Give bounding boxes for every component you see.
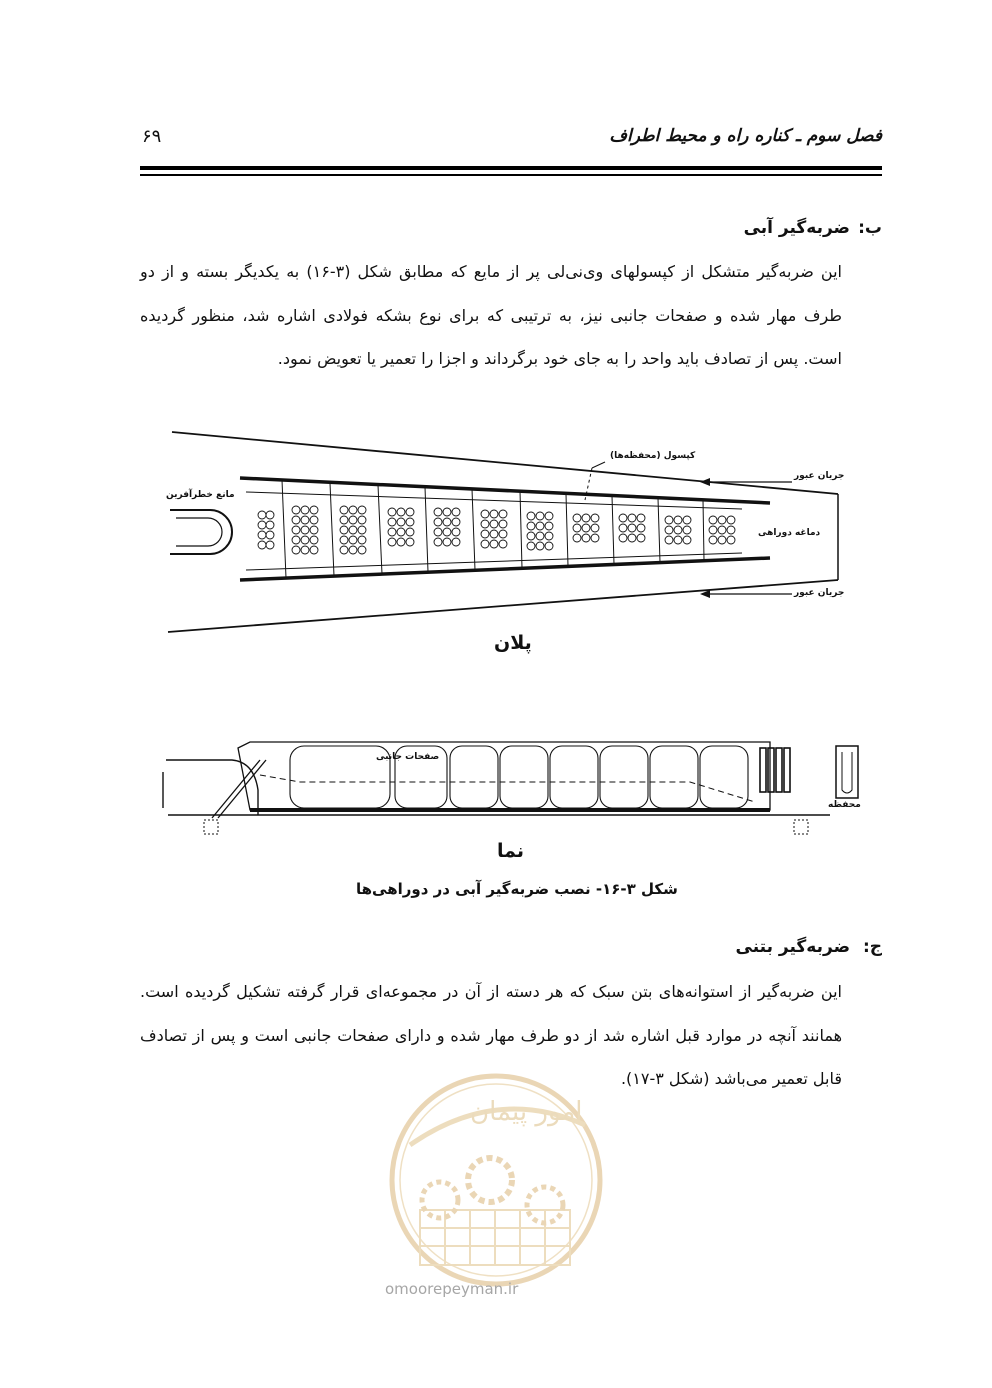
cushion-profile xyxy=(238,742,770,810)
enclosure-detail xyxy=(836,746,858,798)
capsule-group xyxy=(258,511,274,549)
section-title-c: ضربه‌گیر بتنی xyxy=(735,937,850,957)
capsule-clusters xyxy=(258,506,735,554)
capsule-group xyxy=(665,516,691,544)
section-title-b: ضربه‌گیر آبی xyxy=(743,218,850,238)
label-flow-bottom: جریان عبور xyxy=(794,588,845,598)
plan-title: پلان xyxy=(494,632,532,654)
label-flow-top: جریان عبور xyxy=(794,471,845,481)
figure-caption: شکل ۳-۱۶- نصب ضربه‌گیر آبی در دوراهی‌ها xyxy=(356,880,678,898)
hazard-inner xyxy=(176,518,222,546)
end-plates xyxy=(760,748,790,792)
hazard-outer xyxy=(170,510,232,554)
capsule-group xyxy=(481,510,507,548)
road-edge-bottom xyxy=(168,580,838,632)
plan-view xyxy=(168,432,838,632)
capsule-leader xyxy=(592,462,605,468)
label-enclosure: محفظه xyxy=(828,800,861,810)
capsule-group xyxy=(573,514,599,542)
road-edge-top xyxy=(172,432,838,494)
capsule-group xyxy=(619,514,645,542)
capsule-group xyxy=(527,512,553,550)
label-hazard: مانع خطرآفرین xyxy=(166,490,235,500)
label-capsule: کپسول (محفظه‌ها) xyxy=(610,451,696,461)
paragraph-b: این ضربه‌گیر متشکل از کپسولهای وی‌نی‌لی پر از مایع که مطابق شکل (۳-۱۶) به یکدیگر بسته و از دو طرف مهار شده و صفحات جانبی نیز، به ترتیبی که برای نوع بشکه فولادی اشاره شد، منظور گردیده است. پس از تصادف باید واحد را به جای خود برگرداند و اجزا را تعمیر یا تعویض نمود. xyxy=(140,262,842,368)
label-side-panels: صفحات جانبی xyxy=(376,752,440,762)
chapter-title: فصل سوم ـ کناره راه و محیط اطراف xyxy=(609,126,882,146)
watermark-logo xyxy=(392,1076,600,1284)
section-letter-b: ب: xyxy=(858,218,882,238)
elevation-title: نما xyxy=(497,840,525,862)
elevation-cells xyxy=(290,746,748,808)
watermark-site: omoorepeyman.ir xyxy=(385,1280,519,1298)
watermark-logo-text: امور پیمان xyxy=(470,1097,583,1127)
hazard-profile xyxy=(166,760,258,815)
capsule-group xyxy=(292,506,318,554)
section-letter-c: ج: xyxy=(862,937,882,957)
section-heading-c xyxy=(736,937,882,957)
paragraph-c: این ضربه‌گیر از استوانه‌های بتن سبک که هر دسته از آن در مجموعه‌ای قرار گرفته تشکیل گردیده است. همانند آنچه در موارد قبل اشاره شد از دو طرف مهار شده و دارای صفحات جانبی است و پس از تصادف قابل تعمیر می‌باشد (شکل ۳-۱۷). xyxy=(140,982,842,1088)
anchor-block-back xyxy=(794,820,808,834)
capsule-group xyxy=(340,506,366,554)
page-number: ۶۹ xyxy=(142,126,162,147)
capsule-group xyxy=(434,508,460,546)
dashed-cable xyxy=(260,775,755,802)
capsule-group xyxy=(388,508,414,546)
cushion-inner-top xyxy=(246,492,742,509)
cushion-edge-top xyxy=(240,478,770,503)
elevation-view xyxy=(163,742,858,834)
flow-arrowhead-top xyxy=(700,478,710,486)
enclosure-inner xyxy=(842,752,852,793)
label-gore: دماغه دوراهی xyxy=(758,528,821,538)
anchor-block-front xyxy=(204,820,218,834)
capsule-group xyxy=(709,516,735,544)
